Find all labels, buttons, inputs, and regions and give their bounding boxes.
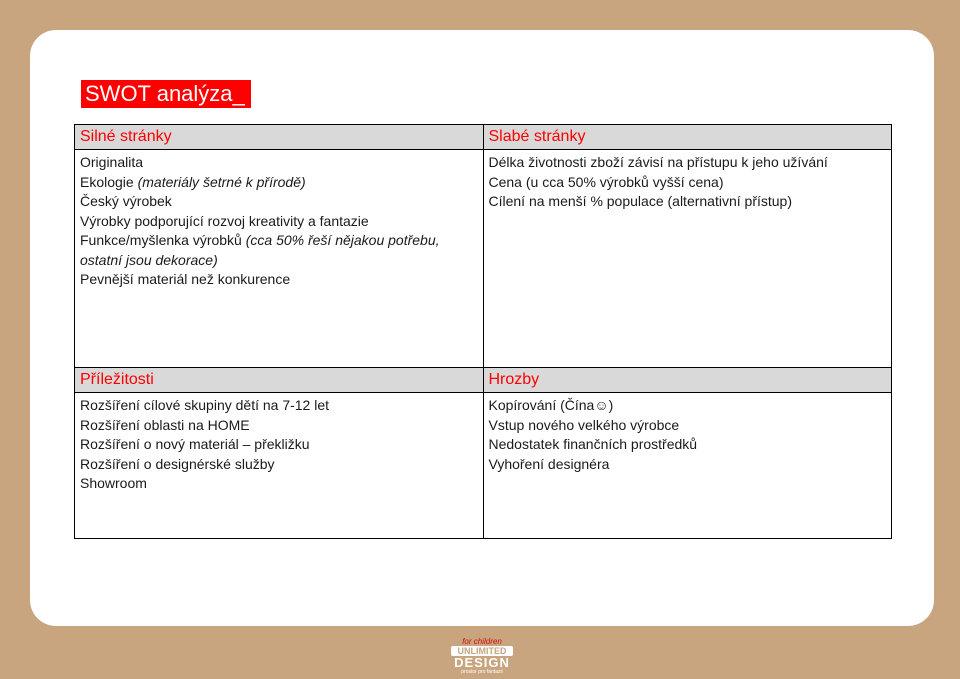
logo-tagline-top: for children — [462, 637, 502, 646]
threat-item: Vstup nového velkého výrobce — [488, 416, 680, 433]
strength-item: Pevnější materiál než konkurence — [80, 271, 291, 287]
opportunity-item: Showroom — [80, 475, 147, 491]
strength-item: Originalita — [80, 154, 144, 170]
weakness-item: Cílení na menší % populace (alternativní přístup) — [488, 193, 792, 209]
brand-logo — [451, 637, 513, 673]
strength-item: Výrobky podporující rozvoj kreativity a fantazie — [80, 212, 369, 229]
strength-item: Funkce/myšlenka výrobků (cca 50% řeší nějakou potřebu, — [80, 232, 440, 248]
strengths-heading: Silné stránky — [75, 125, 483, 150]
threat-item: Vyhoření designéra — [488, 455, 610, 472]
threat-item: Nedostatek finančních prostředků — [488, 436, 698, 452]
threats-heading: Hrozby — [484, 368, 892, 393]
page-title: SWOT analýza_ — [81, 80, 251, 108]
weaknesses-cell — [483, 125, 892, 368]
swot-table — [74, 124, 892, 539]
opportunity-item: Rozšíření o designérské služby — [80, 455, 275, 472]
logo-word-unlimited: UNLIMITED — [451, 646, 513, 656]
opportunities-cell — [75, 368, 484, 539]
strength-item: Český výrobek — [80, 193, 172, 209]
logo-tagline-bottom: prostor pro fantazii — [461, 669, 503, 675]
weaknesses-heading: Slabé stránky — [484, 125, 892, 150]
strengths-cell — [75, 125, 484, 368]
threats-cell — [483, 368, 892, 539]
strength-item: Ekologie (materiály šetrné k přírodě) — [80, 173, 306, 190]
weakness-item: Délka životnosti zboží závisí na přístupu k jeho užívání — [488, 154, 828, 170]
opportunity-item: Rozšíření o nový materiál – překližku — [80, 436, 310, 452]
opportunity-item: Rozšíření cílové skupiny dětí na 7-12 let — [80, 397, 330, 413]
opportunity-item: Rozšíření oblasti na HOME — [80, 416, 250, 433]
opportunities-heading: Příležitosti — [75, 368, 483, 393]
threat-item: Kopírování (Čína☺) — [488, 397, 614, 413]
strength-item: ostatní jsou dekorace) — [80, 251, 218, 268]
weakness-item: Cena (u cca 50% výrobků vyšší cena) — [488, 173, 724, 190]
logo-word-design: DESIGN — [454, 655, 510, 670]
